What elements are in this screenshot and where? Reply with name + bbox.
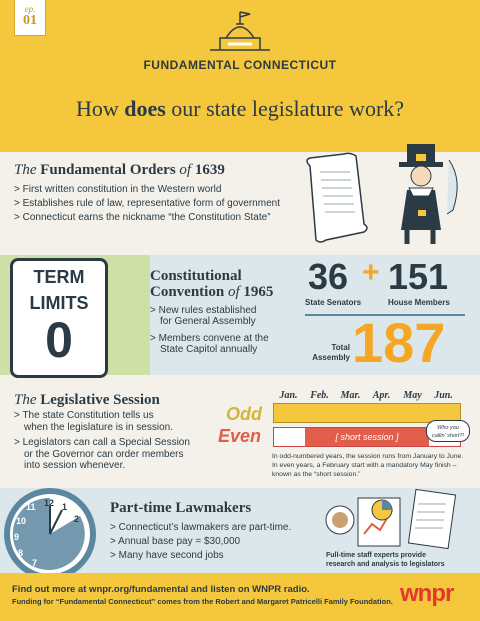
clock-number: 11: [26, 502, 36, 512]
short-session-bar: [ short session ]: [305, 428, 429, 446]
session-title-main: Legislative Session: [36, 392, 160, 408]
convention-title-year: 1965: [239, 284, 274, 300]
list-item: into session whenever.: [24, 460, 126, 471]
total-label: [310, 343, 350, 363]
session-bullets: [14, 410, 190, 472]
wnpr-logo[interactable]: wnpr: [400, 580, 454, 607]
total-count: 187: [352, 311, 446, 374]
clock-number: 7: [32, 558, 38, 568]
list-item: State Capitol annually: [160, 344, 258, 355]
term-limits-value: 0: [45, 312, 73, 368]
episode-tag: [14, 0, 46, 36]
orders-title: [14, 162, 225, 179]
headline-post: our state legislature work?: [165, 96, 405, 121]
list-item: > First written constitution in the Western world: [14, 184, 222, 195]
month-jan: Jan.: [279, 390, 298, 401]
episode-label: ep.: [24, 4, 36, 14]
house-label: House Members: [388, 298, 450, 307]
brand-title: FUNDAMENTAL CONNECTICUT: [143, 58, 337, 72]
even-label: Even: [218, 426, 262, 446]
staff-line2: research and analysis to legislators: [326, 560, 445, 568]
list-item: for General Assembly: [160, 316, 256, 327]
month-jun: Jun.: [434, 390, 453, 401]
session-note3: known as the “short session.”: [272, 471, 361, 478]
bubble-line2: callin' short?!: [432, 433, 464, 439]
house-count: 151: [388, 256, 449, 297]
episode-number: 01: [23, 13, 37, 28]
list-item: when the legislature is in session.: [24, 421, 173, 433]
convention-title: [150, 268, 273, 300]
clock-number: 9: [14, 532, 20, 542]
month-may: May: [403, 390, 422, 401]
senators-count: 36: [308, 256, 349, 297]
pilgrim-icon: [385, 140, 465, 252]
orders-title-pre: The: [14, 162, 37, 178]
headline-bold: does: [124, 96, 166, 121]
list-item: > Many have second jobs: [110, 550, 224, 561]
staff-line1: Full-time staff experts provide: [326, 552, 426, 559]
clock-icon: [4, 488, 96, 580]
list-item: > Establishes rule of law, representative form of government: [14, 198, 280, 209]
session-title-pre: The: [14, 392, 37, 408]
list-item: > Members convene at the: [150, 333, 269, 344]
list-item: > Connecticut earns the nickname “the Constitution State”: [14, 212, 271, 223]
parttime-bullets: [110, 521, 291, 563]
orders-title-of: of: [179, 162, 192, 178]
list-item: > The state Constitution tells us: [14, 410, 154, 421]
term-line2: LIMITS: [29, 293, 89, 313]
total-label2: Assembly: [312, 353, 350, 362]
list-item: > New rules established: [150, 305, 257, 316]
list-item: > Legislators can call a Special Session: [14, 437, 190, 448]
footer-link-text[interactable]: Find out more at wnpr.org/fundamental and listen on WNPR radio.: [12, 584, 310, 595]
clock-number: 8: [18, 548, 24, 558]
odd-label: Odd: [226, 404, 262, 424]
term-line1: TERM: [33, 267, 85, 287]
session-note2: In even years, a February start with a mandatory May finish –: [272, 462, 457, 469]
scroll-icon: [300, 150, 372, 246]
session-note1: In odd-numbered years, the session runs from January to June.: [272, 453, 464, 460]
convention-title1: Constitutional: [150, 268, 242, 284]
session-title: [14, 392, 160, 409]
orders-title-year: 1639: [191, 162, 225, 178]
convention-bullets: [150, 305, 269, 355]
total-label1: Total: [331, 343, 350, 352]
convention-title2: Convention: [150, 284, 228, 300]
list-item: > Connecticut’s lawmakers are part-time.: [110, 522, 292, 533]
month-feb: Feb.: [310, 390, 329, 401]
headline-pre: How: [75, 96, 125, 121]
desk-icon: [322, 484, 462, 550]
month-apr: Apr.: [372, 390, 391, 401]
capitol-icon: [206, 8, 274, 54]
clock-number: 2: [74, 514, 80, 524]
list-item: or the Governor can order members: [24, 448, 184, 460]
orders-bullets: [14, 183, 280, 225]
senators-label: State Senators: [305, 298, 362, 307]
plus-sign: +: [362, 256, 380, 289]
parttime-title: Part-time Lawmakers: [110, 500, 252, 516]
bubble-line1: Who you: [437, 425, 459, 431]
clock-number: 10: [16, 516, 27, 526]
orders-title-main: Fundamental Orders: [36, 162, 180, 178]
term-limits-sign: [10, 258, 108, 378]
speech-bubble: [426, 420, 470, 442]
footer-funding: Funding for “Fundamental Connecticut” comes from the Robert and Margaret Patricelli Family Foundation.: [12, 597, 393, 606]
month-mar: Mar.: [340, 390, 361, 401]
list-item: > Annual base pay = $30,000: [110, 536, 241, 547]
staff-caption: [326, 552, 445, 569]
headline: [0, 96, 480, 122]
session-note: [272, 452, 472, 479]
clock-number: 12: [44, 498, 55, 508]
arrow-pointer: [138, 130, 198, 152]
clock-number: 1: [62, 502, 68, 512]
convention-title-of: of: [227, 284, 240, 300]
